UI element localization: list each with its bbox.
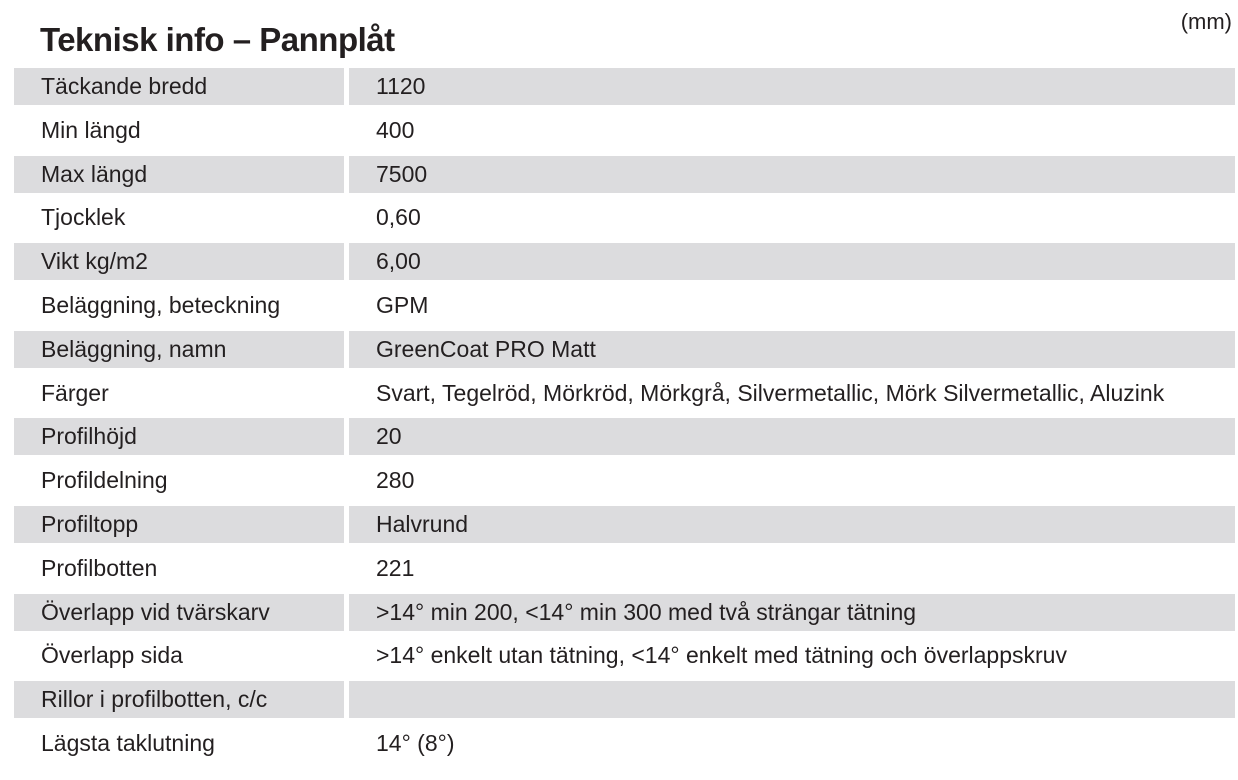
- table-row: [14, 243, 1235, 287]
- row-value: 221: [376, 554, 415, 581]
- table-row: [14, 725, 1235, 769]
- row-label: Överlapp vid tvärskarv: [14, 594, 344, 631]
- table-row: [14, 375, 1235, 419]
- row-label: Rillor i profilbotten, c/c: [14, 681, 344, 718]
- spec-table: [14, 68, 1235, 769]
- table-row: [14, 287, 1235, 331]
- row-value: 1120: [349, 68, 1235, 105]
- row-value: 0,60: [376, 204, 421, 231]
- row-value: Halvrund: [349, 506, 1235, 543]
- table-row: [14, 506, 1235, 550]
- table-row: [14, 331, 1235, 375]
- row-label: Profiltopp: [14, 506, 344, 543]
- unit-label: (mm): [1180, 9, 1232, 34]
- row-value: GreenCoat PRO Matt: [349, 331, 1235, 368]
- row-value: [349, 681, 1235, 718]
- row-label: Täckande bredd: [14, 68, 344, 105]
- row-value: 20: [349, 418, 1235, 455]
- row-label: Vikt kg/m2: [14, 243, 344, 280]
- row-label: Färger: [41, 379, 109, 406]
- row-label: Max längd: [14, 156, 344, 193]
- row-value: >14° enkelt utan tätning, <14° enkelt med tätning och överlappskruv: [376, 642, 1067, 669]
- table-row: [14, 462, 1235, 506]
- row-label: Lägsta taklutning: [41, 729, 215, 756]
- table-row: [14, 68, 1235, 112]
- row-label: Profildelning: [41, 467, 168, 494]
- table-row: [14, 594, 1235, 638]
- row-value: 7500: [349, 156, 1235, 193]
- table-row: [14, 637, 1235, 681]
- row-label: Tjocklek: [41, 204, 126, 231]
- table-row: [14, 418, 1235, 462]
- row-label: Beläggning, beteckning: [41, 291, 281, 318]
- row-label: Profilhöjd: [14, 418, 344, 455]
- row-value: GPM: [376, 291, 429, 318]
- row-label: Min längd: [41, 116, 141, 143]
- row-value: Svart, Tegelröd, Mörkröd, Mörkgrå, Silvermetallic, Mörk Silvermetallic, Aluzink: [376, 379, 1165, 406]
- row-value: >14° min 200, <14° min 300 med två strängar tätning: [349, 594, 1235, 631]
- row-label: Profilbotten: [41, 554, 158, 581]
- row-label: Beläggning, namn: [14, 331, 344, 368]
- table-row: [14, 550, 1235, 594]
- row-value: 6,00: [349, 243, 1235, 280]
- page-title: Teknisk info – Pannplåt: [40, 21, 395, 58]
- table-row: [14, 112, 1235, 156]
- table-row: [14, 681, 1235, 725]
- row-value: 14° (8°): [376, 729, 455, 756]
- row-value: 280: [376, 467, 415, 494]
- table-row: [14, 156, 1235, 200]
- table-row: [14, 199, 1235, 243]
- row-value: 400: [376, 116, 415, 143]
- row-label: Överlapp sida: [41, 642, 183, 669]
